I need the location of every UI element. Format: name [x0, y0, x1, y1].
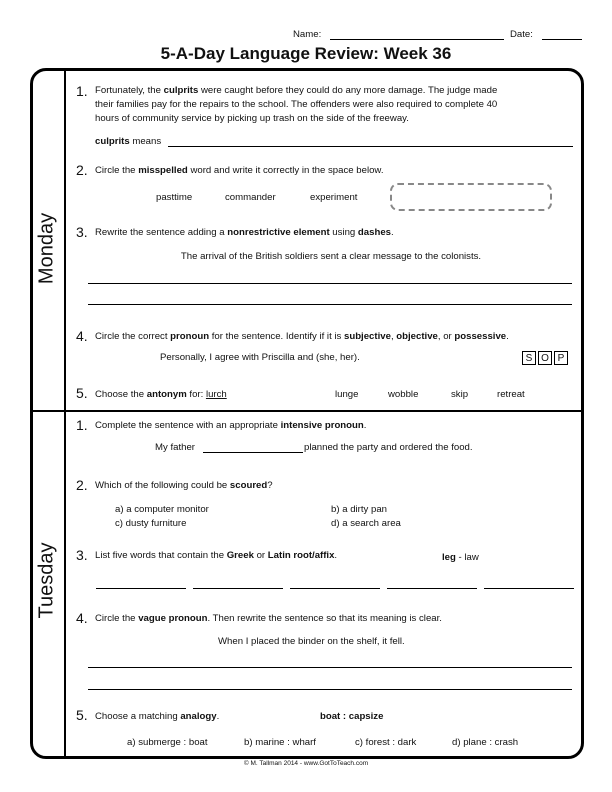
day-column-divider — [64, 70, 66, 757]
question-text — [95, 226, 394, 239]
name-line[interactable] — [330, 39, 504, 40]
text-segment: Rewrite the sentence adding a — [95, 227, 228, 238]
text-segment: . Then rewrite the sentence so that its meaning is clear. — [207, 613, 442, 624]
answer-line[interactable] — [387, 588, 477, 589]
text-segment: for the sentence. Identify if it is — [209, 331, 344, 342]
text-segment: Circle the correct — [95, 331, 171, 342]
text-segment: Choose the — [95, 389, 147, 400]
keyword: Latin root/affix — [267, 550, 335, 561]
answer-line[interactable] — [290, 588, 380, 589]
vocab-word: culprits — [95, 136, 130, 147]
question-text — [95, 330, 509, 343]
analogy-pair: boat : capsize — [320, 711, 384, 722]
question-text — [95, 549, 337, 562]
answer-option[interactable]: b) a dirty pan — [331, 504, 387, 515]
text-segment: , or — [437, 331, 455, 342]
text-segment: . — [391, 227, 394, 238]
text-segment: . — [216, 711, 220, 722]
question-number: 5. — [76, 707, 88, 723]
keyword: vague pronoun — [138, 613, 208, 624]
question-number: 3. — [76, 224, 88, 240]
answer-option[interactable]: b) marine : wharf — [244, 737, 316, 748]
keyword: objective — [396, 331, 438, 342]
word-option[interactable]: commander — [225, 192, 276, 203]
answer-option[interactable]: d) a search area — [331, 518, 401, 529]
text-segment: means — [129, 136, 162, 147]
root-word: leg — [442, 552, 456, 563]
prompt-sentence-start: My father — [155, 442, 195, 453]
day-label-monday: Monday — [35, 212, 58, 285]
question-number: 2. — [76, 162, 88, 178]
vocab-word: scoured — [229, 480, 268, 491]
prompt-sentence-end: planned the party and ordered the food. — [304, 442, 473, 453]
question-text — [95, 164, 383, 177]
question-text — [95, 479, 273, 492]
keyword: pronoun — [170, 331, 210, 342]
word-option[interactable]: pasttime — [156, 192, 193, 203]
text-segment: Circle the — [95, 165, 139, 176]
text-segment: Choose a matching — [95, 711, 181, 722]
text-segment: . — [506, 331, 509, 342]
question-number: 4. — [76, 328, 88, 344]
answer-line[interactable] — [203, 452, 303, 453]
question-number: 1. — [76, 83, 88, 99]
prompt-sentence: Personally, I agree with Priscilla and (she, her). — [160, 352, 360, 363]
page-title: 5-A-Day Language Review: Week 36 — [160, 44, 452, 63]
answer-line[interactable] — [193, 588, 283, 589]
day-label-tuesday: Tuesday — [35, 542, 58, 619]
text-segment: for: — [186, 389, 206, 400]
text-segment: Complete the sentence with an appropriate — [95, 420, 281, 431]
question-text: hours of community service by picking up trash on the side of the freeway. — [95, 113, 409, 124]
root-hint — [442, 551, 479, 564]
word-option[interactable]: retreat — [497, 389, 525, 400]
question-number: 1. — [76, 417, 88, 433]
day-divider — [30, 410, 584, 412]
question-number: 2. — [76, 477, 88, 493]
footer-copyright: © M. Tallman 2014 - www.GotToTeach.com — [243, 760, 369, 767]
text-segment: Fortunately, the — [95, 85, 164, 96]
text-segment: - law — [455, 552, 479, 563]
answer-option[interactable]: a) a computer monitor — [115, 504, 209, 515]
question-number: 4. — [76, 610, 88, 626]
text-segment: were caught before they could do any more damage. The judge made — [198, 85, 498, 96]
answer-line[interactable] — [96, 588, 186, 589]
question-text — [95, 419, 366, 432]
answer-option[interactable]: a) submerge : boat — [127, 737, 208, 748]
keyword: possessive — [454, 331, 507, 342]
question-number: 3. — [76, 547, 88, 563]
text-segment: , — [390, 331, 397, 342]
question-text — [95, 84, 497, 97]
prompt-sentence: The arrival of the British soldiers sent a clear message to the colonists. — [180, 251, 482, 262]
name-label: Name: — [293, 29, 322, 40]
objective-box[interactable]: O — [538, 351, 552, 365]
keyword: intensive pronoun — [280, 420, 364, 431]
text-segment: or — [253, 550, 268, 561]
answer-line[interactable] — [88, 667, 572, 668]
keyword: nonrestrictive element — [227, 227, 330, 238]
text-segment: Which of the following could be — [95, 480, 230, 491]
target-word: lurch — [205, 389, 227, 400]
text-segment: word and write it correctly in the space below. — [187, 165, 384, 176]
question-text — [95, 612, 442, 625]
answer-line[interactable] — [168, 146, 573, 147]
answer-line[interactable] — [484, 588, 574, 589]
text-segment: . — [334, 550, 338, 561]
answer-line[interactable] — [88, 283, 572, 284]
text-segment: . — [363, 420, 367, 431]
keyword: analogy — [180, 711, 217, 722]
keyword: dashes — [357, 227, 391, 238]
question-text: their families pay for the repairs to the school. The offenders were also required to complete 40 — [95, 99, 498, 110]
answer-option[interactable]: c) dusty furniture — [115, 518, 187, 529]
answer-line[interactable] — [88, 304, 572, 305]
keyword: Greek — [226, 550, 254, 561]
keyword: misspelled — [138, 165, 188, 176]
word-option[interactable]: wobble — [388, 389, 419, 400]
date-label: Date: — [510, 29, 533, 40]
question-number: 5. — [76, 385, 88, 401]
text-segment: using — [329, 227, 358, 238]
question-text — [95, 388, 227, 401]
prompt-sentence: When I placed the binder on the shelf, it fell. — [218, 636, 405, 647]
answer-option[interactable]: c) forest : dark — [355, 737, 417, 748]
text-segment: ? — [267, 480, 273, 491]
keyword: antonym — [146, 389, 187, 400]
vocab-word: culprits — [163, 85, 199, 96]
text-segment: Circle the — [95, 613, 139, 624]
answer-option[interactable]: d) plane : crash — [452, 737, 519, 748]
word-option[interactable]: experiment — [310, 192, 358, 203]
subjective-box[interactable]: S — [522, 351, 536, 365]
answer-prompt — [95, 135, 161, 148]
sop-choice-boxes — [520, 348, 568, 366]
answer-line[interactable] — [88, 689, 572, 690]
possessive-box[interactable]: P — [554, 351, 568, 365]
date-line[interactable] — [542, 39, 582, 40]
word-option[interactable]: lunge — [335, 389, 359, 400]
answer-box[interactable] — [390, 183, 552, 211]
keyword: subjective — [344, 331, 391, 342]
text-segment: List five words that contain the — [95, 550, 227, 561]
word-option[interactable]: skip — [451, 389, 469, 400]
question-text — [95, 710, 219, 723]
